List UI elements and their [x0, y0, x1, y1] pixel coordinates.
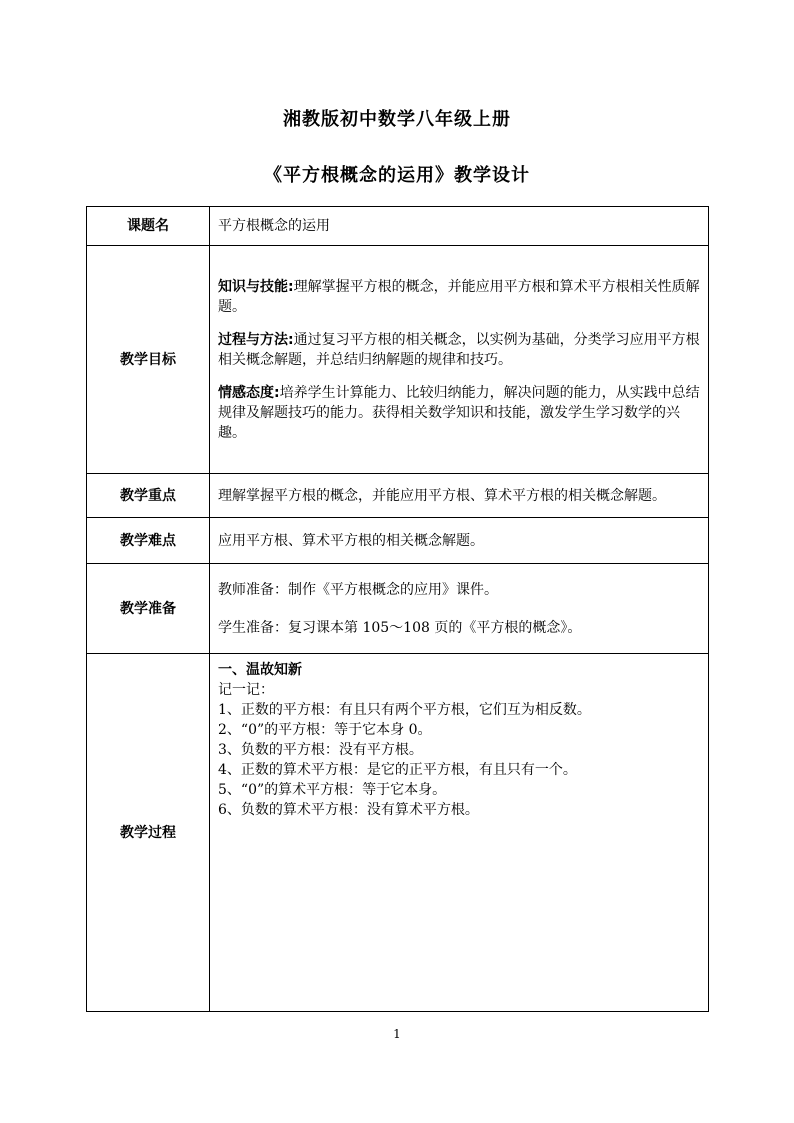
label-goals: 教学目标 — [87, 246, 210, 474]
label-prep: 教学准备 — [87, 564, 210, 654]
document-subtitle: 《平方根概念的运用》教学设计 — [264, 165, 530, 186]
value-difficult: 应用平方根、算术平方根的相关概念解题。 — [210, 518, 709, 564]
list-item: 5、“0”的算术平方根：等于它本身。 — [218, 782, 447, 798]
label-process: 教学过程 — [87, 654, 210, 1012]
process-section-title: 一、温故知新 — [218, 662, 302, 678]
page-number: 1 — [393, 1027, 401, 1041]
label-difficult: 教学难点 — [87, 518, 210, 564]
value-topic: 平方根概念的运用 — [210, 207, 709, 246]
value-goals — [210, 246, 709, 474]
goal-knowledge-text: 理解掌握平方根的概念，并能应用平方根和算术平方根相关性质解题。 — [218, 278, 700, 315]
label-key: 教学重点 — [87, 474, 210, 518]
goal-emotion — [218, 383, 702, 443]
list-item: 1、正数的平方根：有且只有两个平方根，它们互为相反数。 — [218, 702, 591, 718]
document-title: 湘教版初中数学八年级上册 — [283, 109, 511, 130]
list-item: 4、正数的算术平方根：是它的正平方根，有且只有一个。 — [218, 762, 577, 778]
table-row-prep — [87, 564, 709, 654]
prep-student: 学生准备：复习课本第 105～108 页的《平方根的概念》。 — [218, 619, 582, 636]
table-row-goals — [87, 246, 709, 474]
process-intro: 记一记： — [218, 682, 274, 698]
goal-knowledge-lead: 知识与技能: — [218, 278, 294, 295]
goal-knowledge — [218, 277, 702, 317]
value-process — [210, 654, 709, 1012]
table-row-difficult — [87, 518, 709, 564]
goal-emotion-text: 培养学生计算能力、比较归纳能力，解决问题的能力，从实践中总结规律及解题技巧的能力。获得相关数学知识和技能，激发学生学习数学的兴趣。 — [218, 384, 700, 441]
table-row-topic — [87, 207, 709, 246]
table-row-key — [87, 474, 709, 518]
list-item: 6、负数的算术平方根：没有算术平方根。 — [218, 802, 479, 818]
goal-process-lead: 过程与方法: — [218, 331, 294, 348]
list-item: 3、负数的平方根：没有平方根。 — [218, 742, 423, 758]
goal-process — [218, 330, 702, 370]
list-item: 2、“0”的平方根：等于它本身 0。 — [218, 722, 432, 738]
value-prep — [210, 564, 709, 654]
value-key: 理解掌握平方根的概念，并能应用平方根、算术平方根的相关概念解题。 — [210, 474, 709, 518]
goal-emotion-lead: 情感态度: — [218, 384, 280, 401]
lesson-plan-table — [86, 206, 709, 1012]
prep-teacher: 教师准备：制作《平方根概念的应用》课件。 — [218, 581, 498, 598]
table-row-process — [87, 654, 709, 1012]
label-topic: 课题名 — [87, 207, 210, 246]
goal-process-text: 通过复习平方根的相关概念，以实例为基础，分类学习应用平方根相关概念解题，并总结归纳解题的规律和技巧。 — [218, 331, 700, 368]
